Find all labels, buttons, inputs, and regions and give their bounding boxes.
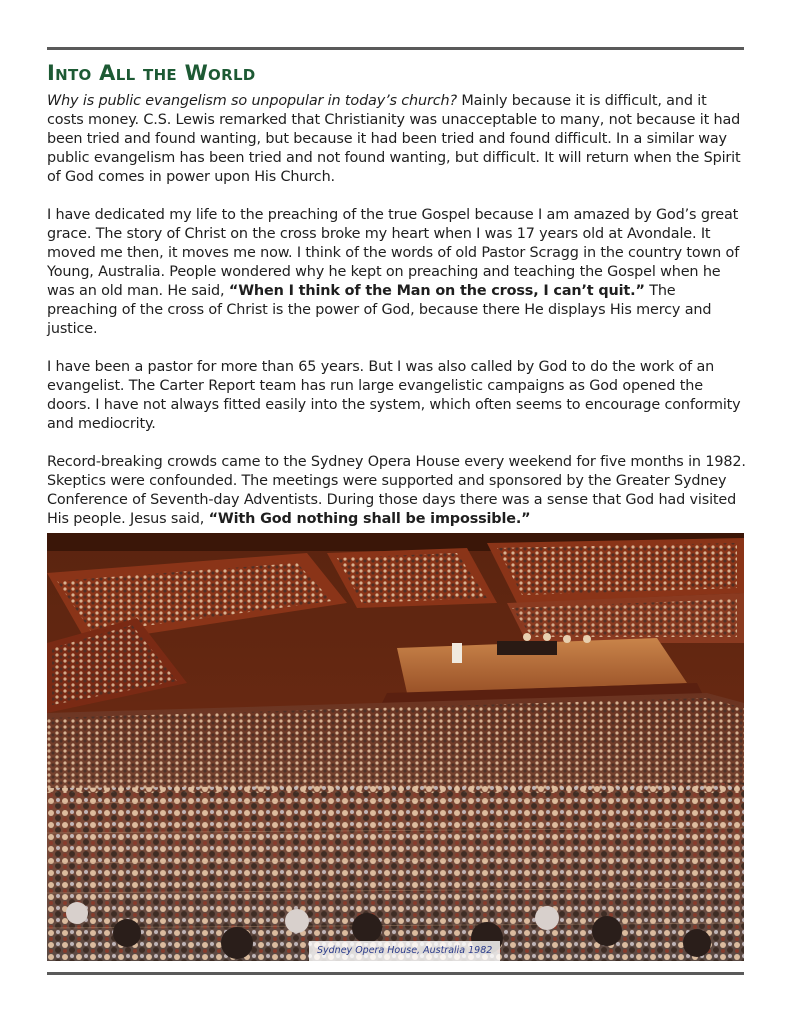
top-rule — [47, 47, 744, 50]
photo-caption: Sydney Opera House, Australia 1982 — [309, 941, 500, 961]
opera-house-photo — [47, 533, 744, 961]
paragraph-2-end: The preaching of the cross of Christ is the power of God, because there He displays His mercy and justice. — [47, 283, 712, 337]
auditorium-illustration — [47, 533, 744, 961]
section-title: Into All the World — [47, 61, 256, 85]
paragraph-4 — [47, 453, 747, 529]
jesus-quote: “With God nothing shall be impossible.” — [208, 511, 531, 527]
paragraph-2 — [47, 206, 747, 339]
paragraph-1-question: Why is public evangelism so unpopular in today’s church? — [47, 93, 457, 109]
paragraph-4-body: Record-breaking crowds came to the Sydney Opera House every weekend for five months in 1982. Skeptics were confounded. The meetings were supported and sponsored by the Greater Sydney Conference of Seventh-day Adventists. During those days there was a sense that God had visited His people. Jesus said, — [47, 454, 746, 527]
paragraph-2-body: I have dedicated my life to the preaching of the true Gospel because I am amazed by God’s great grace. The story of Christ on the cross broke my heart when I was 17 years old at Avondale. It moved me then, it moves me now. I think of the words of old Pastor Scragg in the country town of Young, Australia. People wondered why he kept on preaching and teaching the Gospel when he was an old man. He said, — [47, 207, 740, 299]
scragg-quote: “When I think of the Man on the cross, I can’t quit.” — [228, 283, 645, 299]
paragraph-1-body: Mainly because it is difficult, and it costs money. C.S. Lewis remarked that Christianity was unacceptable to many, not because it had been tried and found wanting, but because it had been tried and found difficult. In a similar way public evangelism has been tried and not found wanting, but difficult. It will return when the Spirit of God comes in power upon His Church. — [47, 93, 741, 185]
article — [47, 60, 747, 548]
bottom-rule — [47, 972, 744, 975]
paragraph-3: I have been a pastor for more than 65 years. But I was also called by God to do the work of an evangelist. The Carter Report team has run large evangelistic campaigns as God opened the doors. I have not always fitted easily into the system, which often seems to encourage conformity and mediocrity. — [47, 359, 741, 432]
paragraph-1 — [47, 92, 747, 187]
